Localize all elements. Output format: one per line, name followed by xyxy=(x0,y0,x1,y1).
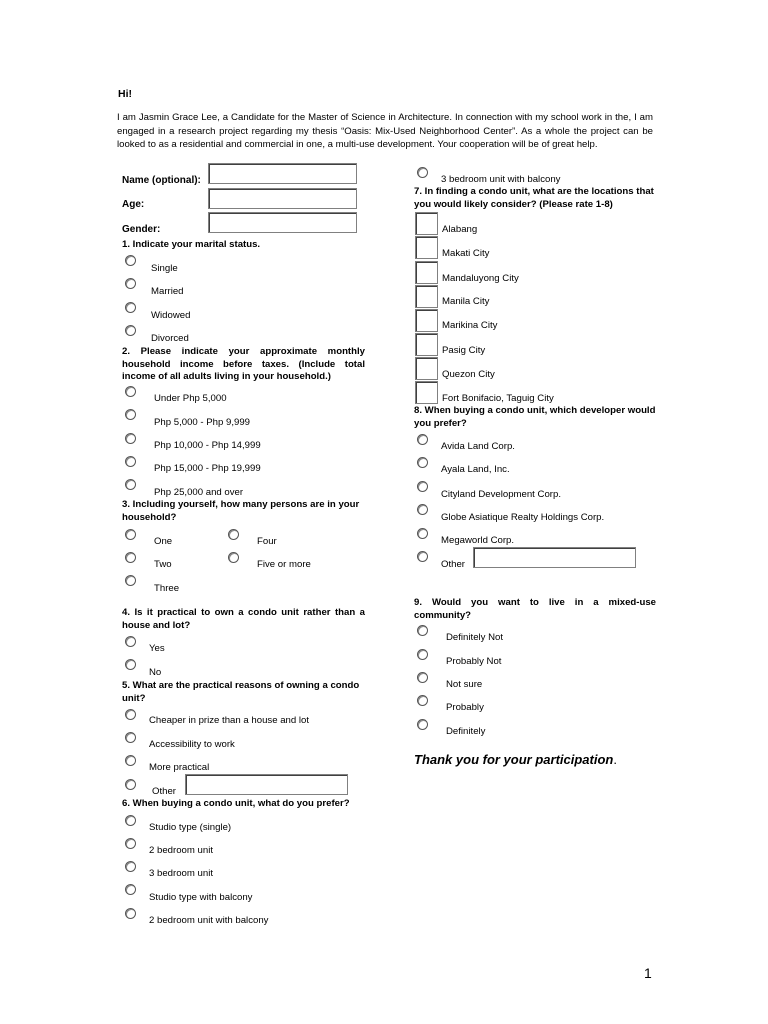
q5-text: 5. What are the practical reasons of owning a condo unit? xyxy=(122,680,360,704)
q6-option-3br-balcony: 3 bedroom unit with balcony xyxy=(441,174,561,185)
q1-text: 1. Indicate your marital status. xyxy=(122,239,261,250)
q2-option-2: Php 5,000 - Php 9,999 xyxy=(154,417,251,428)
q2-radio-1[interactable] xyxy=(125,386,136,397)
q9-radio-probably[interactable] xyxy=(417,695,428,706)
q8-radio-ayala[interactable] xyxy=(417,457,428,468)
q6-option-studio-balcony: Studio type with balcony xyxy=(149,892,253,903)
q6-option-3br: 3 bedroom unit xyxy=(149,868,213,879)
q5-other-input[interactable] xyxy=(185,774,348,795)
q1-radio-divorced[interactable] xyxy=(125,325,136,336)
q4-option-no: No xyxy=(149,667,162,678)
q1-option-single: Single xyxy=(151,263,178,274)
q2-option-1: Under Php 5,000 xyxy=(154,393,227,404)
q9-radio-definitely[interactable] xyxy=(417,719,428,730)
q2-radio-3[interactable] xyxy=(125,433,136,444)
q9-radio-not-sure[interactable] xyxy=(417,672,428,683)
q1-option-widowed: Widowed xyxy=(151,310,191,321)
q9-option-definitely-not: Definitely Not xyxy=(446,632,504,643)
q2-radio-4[interactable] xyxy=(125,456,136,467)
q7-rate-quezon[interactable] xyxy=(415,357,438,380)
q8-other-input[interactable] xyxy=(473,547,636,568)
q7-option-pasig: Pasig City xyxy=(442,345,486,356)
q7-rate-fort-bonifacio[interactable] xyxy=(415,381,438,404)
intro-paragraph: I am Jasmin Grace Lee, a Candidate for the Master of Science in Architecture. In connection with my school work in the, I am engaged in a research project regarding my thesis “Oasis: Mix-Used Neighborhood Center”. As a whole the project can be looked to as a residential and commercial in one, a multi-use development. Your cooperation will be of great help. xyxy=(117,112,653,150)
q7-rate-alabang[interactable] xyxy=(415,212,438,235)
q2-option-4: Php 15,000 - Php 19,999 xyxy=(154,463,261,474)
q5-radio-other[interactable] xyxy=(125,779,136,790)
q3-radio-four[interactable] xyxy=(228,529,239,540)
q6-radio-studio[interactable] xyxy=(125,815,136,826)
q2-radio-2[interactable] xyxy=(125,409,136,420)
q6-radio-2br[interactable] xyxy=(125,838,136,849)
q1-option-divorced: Divorced xyxy=(151,333,189,344)
q3-radio-three[interactable] xyxy=(125,575,136,586)
q8-option-cityland: Cityland Development Corp. xyxy=(441,489,561,500)
q8-radio-other[interactable] xyxy=(417,551,428,562)
name-label: Name (optional): xyxy=(122,175,201,186)
q4-option-yes: Yes xyxy=(149,643,165,654)
q6-text: 6. When buying a condo unit, what do you prefer? xyxy=(122,798,350,809)
q3-option-five-or-more: Five or more xyxy=(257,559,311,570)
q4-text: 4. Is it practical to own a condo unit rather than a house and lot? xyxy=(122,607,365,631)
q1-radio-married[interactable] xyxy=(125,278,136,289)
greeting: Hi! xyxy=(118,88,132,100)
q6-radio-studio-balcony[interactable] xyxy=(125,884,136,895)
q8-radio-cityland[interactable] xyxy=(417,481,428,492)
q5-option-cheaper: Cheaper in prize than a house and lot xyxy=(149,715,310,726)
age-label: Age: xyxy=(122,199,145,210)
q7-option-fort-bonifacio: Fort Bonifacio, Taguig City xyxy=(442,393,554,404)
q7-rate-manila[interactable] xyxy=(415,285,438,308)
q6-radio-2br-balcony[interactable] xyxy=(125,908,136,919)
q4-radio-yes[interactable] xyxy=(125,636,136,647)
q5-option-other: Other xyxy=(152,786,176,797)
thank-you-period: . xyxy=(613,752,617,767)
q2-option-5: Php 25,000 and over xyxy=(154,487,244,498)
name-input[interactable] xyxy=(208,163,357,184)
q9-option-probably-not: Probably Not xyxy=(446,656,502,667)
q1-radio-widowed[interactable] xyxy=(125,302,136,313)
q7-option-manila: Manila City xyxy=(442,296,490,307)
q5-option-practical: More practical xyxy=(149,762,210,773)
q3-option-four: Four xyxy=(257,536,277,547)
q5-radio-cheaper[interactable] xyxy=(125,709,136,720)
q7-option-mandaluyong: Mandaluyong City xyxy=(442,273,519,284)
q9-option-not-sure: Not sure xyxy=(446,679,483,690)
q5-radio-accessibility[interactable] xyxy=(125,732,136,743)
q6-radio-3br-balcony[interactable] xyxy=(417,167,428,178)
q7-rate-pasig[interactable] xyxy=(415,333,438,356)
age-input[interactable] xyxy=(208,188,357,209)
q7-option-quezon: Quezon City xyxy=(442,369,495,380)
q7-rate-mandaluyong[interactable] xyxy=(415,261,438,284)
q8-option-megaworld: Megaworld Corp. xyxy=(441,535,515,546)
q5-radio-practical[interactable] xyxy=(125,755,136,766)
q8-option-avida: Avida Land Corp. xyxy=(441,441,515,452)
q3-option-three: Three xyxy=(154,583,180,594)
q3-text: 3. Including yourself, how many persons are in your household? xyxy=(122,499,360,523)
q9-option-definitely: Definitely xyxy=(446,726,486,737)
q8-option-ayala: Ayala Land, Inc. xyxy=(441,464,510,475)
q7-option-makati: Makati City xyxy=(442,248,490,259)
q8-option-globe: Globe Asiatique Realty Holdings Corp. xyxy=(441,512,605,523)
thank-you-text: Thank you for your participation xyxy=(414,752,614,767)
q8-radio-avida[interactable] xyxy=(417,434,428,445)
q9-option-probably: Probably xyxy=(446,702,484,713)
gender-label: Gender: xyxy=(122,224,161,235)
q1-option-married: Married xyxy=(151,286,184,297)
q7-rate-makati[interactable] xyxy=(415,236,438,259)
q9-text: 9. Would you want to live in a mixed-use community? xyxy=(414,597,656,621)
q7-option-marikina: Marikina City xyxy=(442,320,498,331)
thank-you-note xyxy=(414,752,617,767)
q3-radio-two[interactable] xyxy=(125,552,136,563)
q2-radio-5[interactable] xyxy=(125,479,136,490)
q3-option-two: Two xyxy=(154,559,172,570)
q3-radio-five-or-more[interactable] xyxy=(228,552,239,563)
q2-option-3: Php 10,000 - Php 14,999 xyxy=(154,440,261,451)
q4-radio-no[interactable] xyxy=(125,659,136,670)
q7-option-alabang: Alabang xyxy=(442,224,478,235)
q1-radio-single[interactable] xyxy=(125,255,136,266)
q2-text: 2. Please indicate your approximate monthly household income before taxes. (Include total income of all adults living in your household.) xyxy=(122,346,365,382)
q9-radio-probably-not[interactable] xyxy=(417,649,428,660)
q5-option-accessibility: Accessibility to work xyxy=(149,739,235,750)
q3-option-one: One xyxy=(154,536,173,547)
q3-radio-one[interactable] xyxy=(125,529,136,540)
q7-text: 7. In finding a condo unit, what are the locations that you would likely consider? (Please rate 1-8) xyxy=(414,186,654,210)
q6-option-2br: 2 bedroom unit xyxy=(149,845,213,856)
page-number: 1 xyxy=(644,965,652,981)
q8-option-other: Other xyxy=(441,559,465,570)
q8-radio-globe[interactable] xyxy=(417,504,428,515)
q6-option-studio: Studio type (single) xyxy=(149,822,232,833)
q8-radio-megaworld[interactable] xyxy=(417,528,428,539)
q6-radio-3br[interactable] xyxy=(125,861,136,872)
q9-radio-definitely-not[interactable] xyxy=(417,625,428,636)
q6-option-2br-balcony: 2 bedroom unit with balcony xyxy=(149,915,269,926)
q7-rate-marikina[interactable] xyxy=(415,309,438,332)
gender-input[interactable] xyxy=(208,212,357,233)
q8-text: 8. When buying a condo unit, which developer would you prefer? xyxy=(414,405,656,429)
